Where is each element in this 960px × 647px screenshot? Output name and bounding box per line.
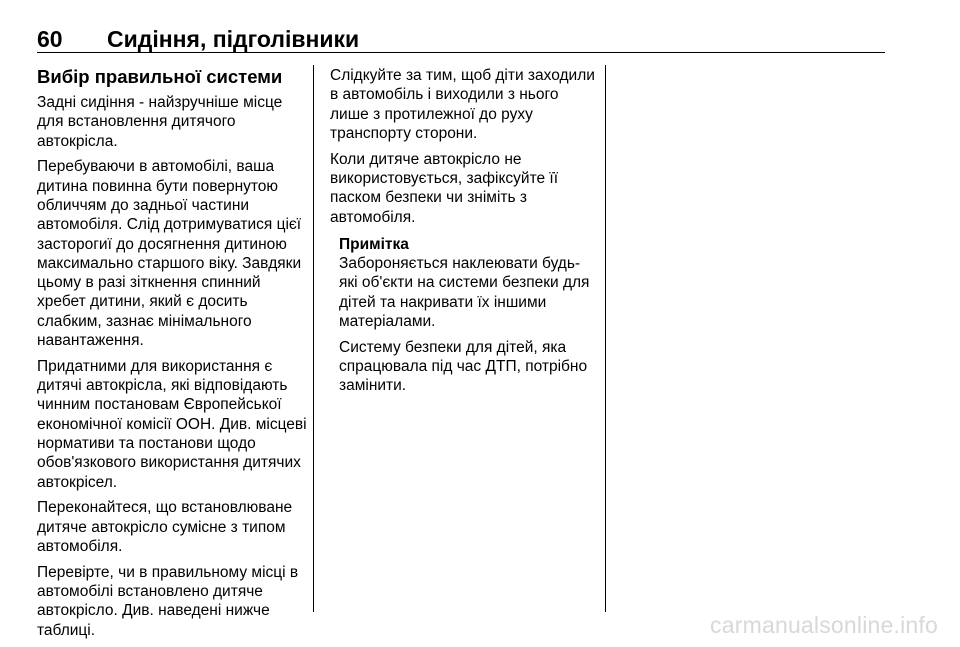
left-column — [37, 66, 309, 647]
note-title: Примітка — [339, 235, 409, 253]
body-paragraph: Задні сидіння - найзручніше місце для встановлення дитячого автокрісла. — [37, 94, 283, 150]
right-column — [330, 66, 598, 402]
body-paragraph: Слідкуйте за тим, щоб діти заходили в автомобіль і виходили з нього лише з протилежної до руху транспорту сторони. — [330, 67, 595, 142]
page-header — [37, 26, 885, 53]
page-number: 60 — [37, 26, 63, 52]
column-divider-right — [605, 65, 606, 612]
watermark: carmanualsonline.info — [710, 612, 938, 638]
page-header-title: Сидіння, підголівники — [107, 26, 360, 52]
body-paragraph: Коли дитяче автокрісло не використовується, зафіксуйте її паском безпеки чи зніміть з автомобіля. — [330, 150, 559, 226]
body-paragraph: Перебуваючи в автомобілі, ваша дитина повинна бути повернутою обличчям до задньої частини автомобіля. Слід дотримуватися цієї засторогиї до досягнення дитиною максимально старшого віку. Завдяки цьому в разі зіткнення спинний хребет дитини, який є досить слабким, зазнає мінімального навантаження. — [37, 158, 302, 350]
body-paragraph: Придатними для використання є дитячі автокрісла, які відповідають чинним постановам Європейської економічної комісії ООН. Див. місцеві нормативи та постанови щодо обов'язкового використання дитячих автокрісел. — [37, 357, 307, 491]
body-paragraph: Перевірте, чи в правильному місці в автомобілі встановлено дитяче автокрісло. Див. наведені нижче таблиці. — [37, 563, 299, 639]
column-divider-left — [313, 65, 314, 612]
body-paragraph: Переконайтеся, що встановлюване дитяче автокрісло сумісне з типом автомобіля. — [37, 499, 293, 556]
note-paragraph: Забороняється наклеювати будь-які об'єкти на системи безпеки для дітей та накривати їх іншими матеріалами. — [339, 255, 590, 331]
note-box — [339, 235, 598, 396]
section-heading: Вибір правильної системи — [37, 66, 283, 87]
note-paragraph: Систему безпеки для дітей, яка спрацювала під час ДТП, потрібно замінити. — [339, 338, 588, 395]
